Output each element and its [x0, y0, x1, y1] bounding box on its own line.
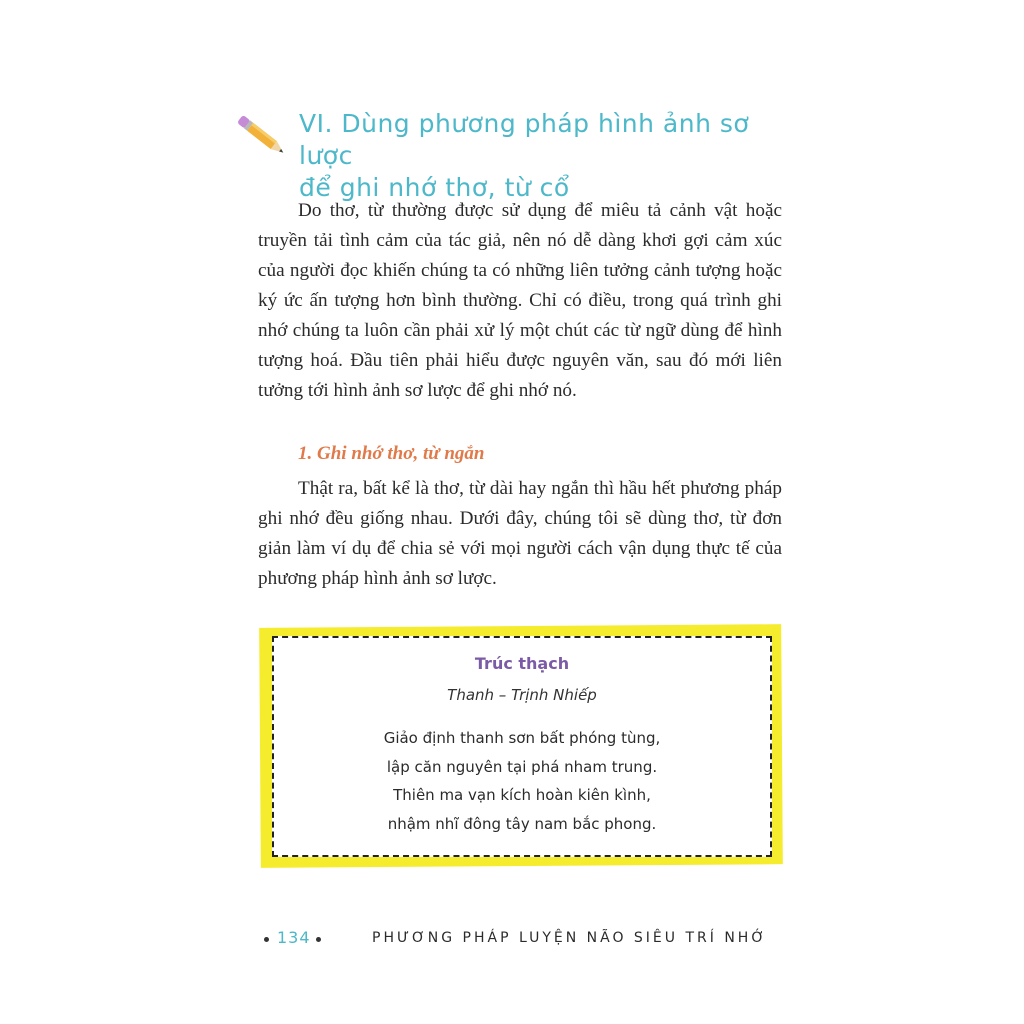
pencil-icon — [232, 108, 292, 164]
section-heading — [299, 108, 799, 204]
paragraph-method: Thật ra, bất kể là thơ, từ dài hay ngắn thì hầu hết phương pháp ghi nhớ đều giống nhau. Dưới đây, chúng tôi sẽ dùng thơ, từ đơn giản làm ví dụ để chia sẻ với mọi người cách vận dụng thực tế của phương pháp hình ảnh sơ lược. — [258, 478, 782, 589]
poem-line: lập căn nguyên tại phá nham trung. — [386, 757, 658, 776]
poem-line: Thiên ma vạn kích hoàn kiên kình, — [393, 786, 651, 804]
page-number: 134 — [277, 928, 311, 947]
subheading: 1. Ghi nhớ thơ, từ ngắn — [298, 443, 485, 464]
poem-line: Giảo định thanh sơn bất phóng tùng, — [383, 729, 661, 747]
page-footer — [264, 928, 784, 950]
bullet-dot-icon — [264, 937, 269, 942]
book-title: PHƯƠNG PHÁP LUYỆN NÃO SIÊU TRÍ NHỚ — [372, 930, 768, 946]
poem-author: Thanh – Trịnh Nhiếp — [447, 686, 597, 704]
poem-line: nhậm nhĩ đông tây nam bắc phong. — [387, 814, 657, 833]
poem-lines — [274, 724, 770, 838]
heading-line-2: để ghi nhớ thơ, từ cổ — [299, 173, 570, 202]
bullet-dot-icon — [316, 937, 321, 942]
paragraph-intro: Do thơ, từ thường được sử dụng để miêu tả cảnh vật hoặc truyền tải tình cảm của tác giả, nên nó dễ dàng khơi gợi cảm xúc của người đọc khiến chúng ta có những liên tưởng cảnh tượng hoặc ký ức ấn tượng hơn bình thường. Chỉ có điều, trong quá trình ghi nhớ chúng ta luôn cần phải xử lý một chút các từ ngữ dùng để hình tượng hoá. Đầu tiên phải hiểu được nguyên văn, sau đó mới liên tưởng tới hình ảnh sơ lược để ghi nhớ nó. — [258, 200, 782, 401]
heading-line-1: VI. Dùng phương pháp hình ảnh sơ lược — [299, 109, 750, 170]
poem-box — [272, 636, 772, 857]
poem-title: Trúc thạch — [474, 654, 570, 673]
